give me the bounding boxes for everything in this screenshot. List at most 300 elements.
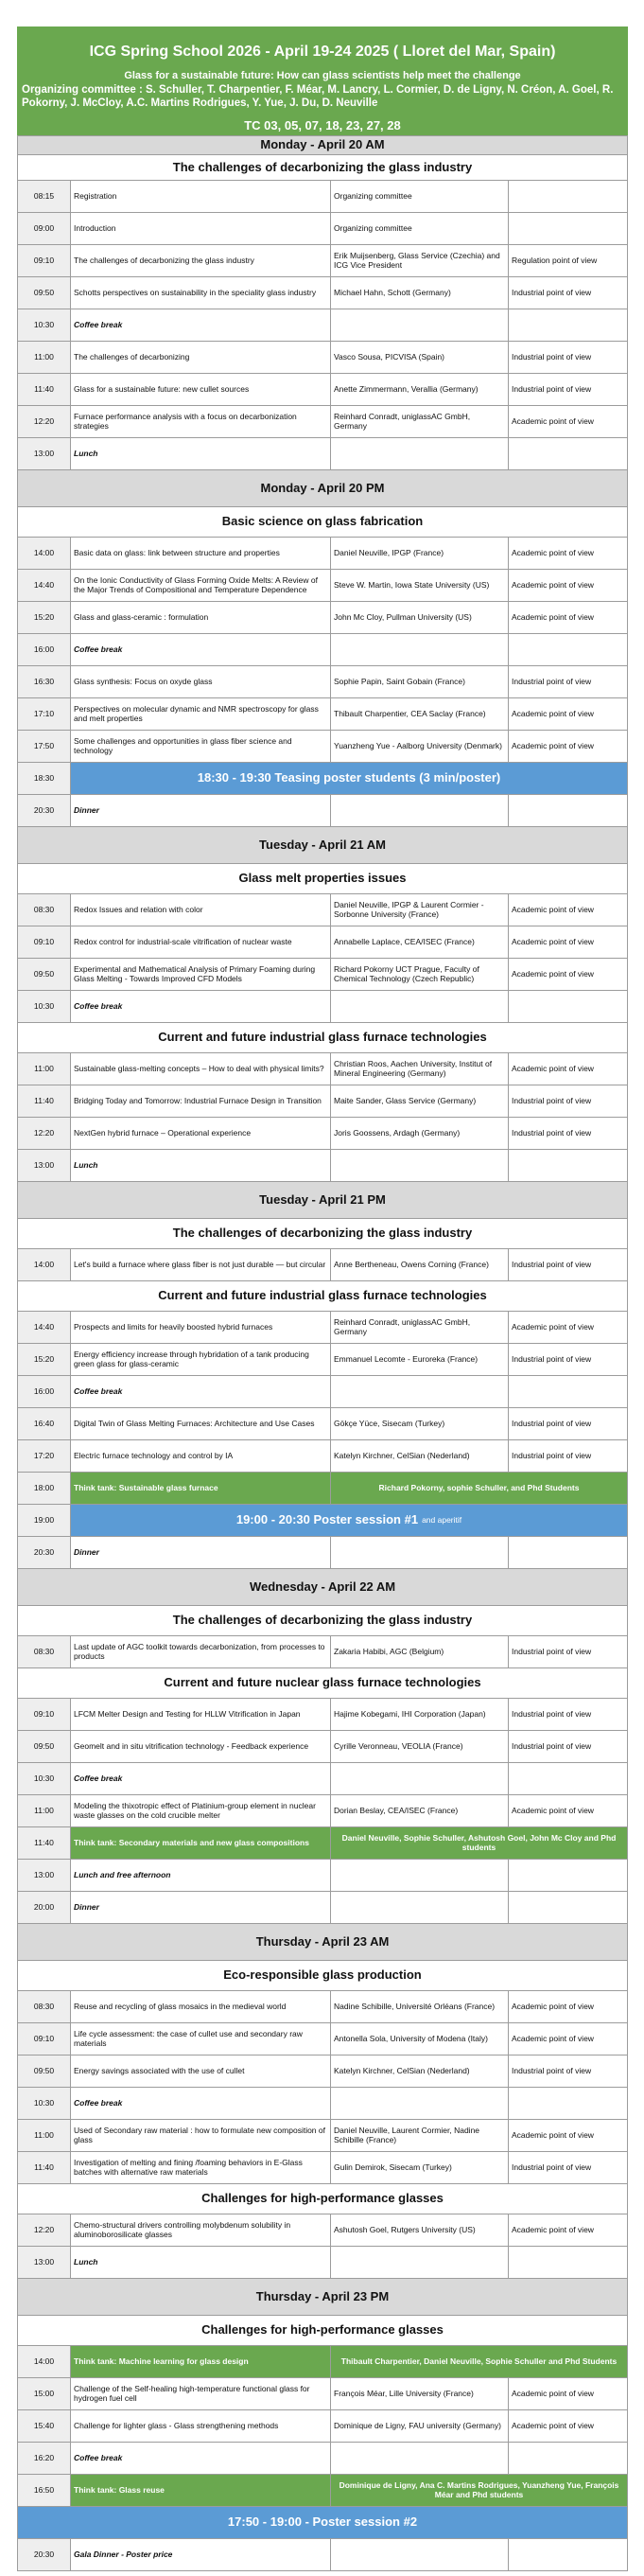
day-header-row <box>18 1182 628 1219</box>
point-of-view: Industrial point of view <box>509 2056 628 2088</box>
break-row <box>18 438 628 470</box>
time-cell: 13:00 <box>18 1860 71 1892</box>
speaker: Nadine Schibille, Université Orléans (France) <box>331 1991 509 2023</box>
session-title: Current and future industrial glass furnace technologies <box>18 1023 628 1053</box>
speaker: Michael Hahn, Schott (Germany) <box>331 277 509 309</box>
talk-row <box>18 894 628 926</box>
talk-title: Challenge for lighter glass - Glass strengthening methods <box>71 2410 331 2443</box>
break-row <box>18 1860 628 1892</box>
break-label: Coffee break <box>71 634 331 666</box>
time-cell: 13:00 <box>18 438 71 470</box>
time-cell: 11:40 <box>18 374 71 406</box>
point-of-view: Academic point of view <box>509 2120 628 2152</box>
empty-cell <box>331 1763 509 1795</box>
break-label: Lunch <box>71 2247 331 2279</box>
talk-row <box>18 666 628 698</box>
talk-title: Sustainable glass-melting concepts – How to deal with physical limits? <box>71 1053 331 1085</box>
time-cell: 19:00 <box>18 1505 71 1537</box>
session-title-row <box>18 155 628 181</box>
session-title-row <box>18 1606 628 1636</box>
day-header-row <box>18 470 628 507</box>
talk-title: Perspectives on molecular dynamic and NMR spectroscopy for glass and melt properties <box>71 698 331 731</box>
talk-title: Glass synthesis: Focus on oxyde glass <box>71 666 331 698</box>
talk-title: Glass and glass-ceramic : formulation <box>71 602 331 634</box>
session-title: The challenges of decarbonizing the glass industry <box>18 1606 628 1636</box>
think-tank-title: Think tank: Sustainable glass furnace <box>71 1473 331 1505</box>
speaker: Gulin Demirok, Sisecam (Turkey) <box>331 2152 509 2184</box>
time-cell: 09:10 <box>18 245 71 277</box>
empty-cell <box>509 438 628 470</box>
time-cell: 09:50 <box>18 959 71 991</box>
session-title: Current and future nuclear glass furnace technologies <box>18 1668 628 1699</box>
talk-title: Experimental and Mathematical Analysis of Primary Foaming during Glass Melting - Towards Improved CFD Models <box>71 959 331 991</box>
event-title: ICG Spring School 2026 - April 19-24 2025 ( Lloret del Mar, Spain) <box>89 44 556 60</box>
session-title-row <box>18 1281 628 1312</box>
talk-title: Glass for a sustainable future: new cullet sources <box>71 374 331 406</box>
time-cell: 16:40 <box>18 1408 71 1440</box>
break-row <box>18 2443 628 2475</box>
empty-cell <box>331 634 509 666</box>
talk-row <box>18 406 628 438</box>
speaker: Richard Pokorny UCT Prague, Faculty of Chemical Technology (Czech Republic) <box>331 959 509 991</box>
speaker: Christian Roos, Aachen University, Institut of Mineral Engineering (Germany) <box>331 1053 509 1085</box>
speaker: Anne Bertheneau, Owens Corning (France) <box>331 1249 509 1281</box>
empty-cell <box>331 2088 509 2120</box>
empty-cell <box>331 991 509 1023</box>
break-row <box>18 1763 628 1795</box>
break-label: Gala Dinner - Poster price <box>71 2539 331 2571</box>
talk-title: Electric furnace technology and control by IA <box>71 1440 331 1473</box>
talk-row <box>18 1408 628 1440</box>
think-tank-row <box>18 1827 628 1860</box>
point-of-view: Industrial point of view <box>509 666 628 698</box>
talk-title: Schotts perspectives on sustainability in the speciality glass industry <box>71 277 331 309</box>
break-row <box>18 2088 628 2120</box>
empty-cell <box>509 634 628 666</box>
talk-row <box>18 959 628 991</box>
time-cell: 12:20 <box>18 2214 71 2247</box>
talk-row <box>18 374 628 406</box>
day-header-row <box>18 827 628 864</box>
speaker: Gökçe Yüce, Sisecam (Turkey) <box>331 1408 509 1440</box>
point-of-view: Industrial point of view <box>509 1249 628 1281</box>
time-cell: 11:00 <box>18 1053 71 1085</box>
talk-title: Geomelt and in situ vitrification technology - Feedback experience <box>71 1731 331 1763</box>
talk-row <box>18 277 628 309</box>
talk-title: Furnace performance analysis with a focus on decarbonization strategies <box>71 406 331 438</box>
time-cell: 09:50 <box>18 277 71 309</box>
point-of-view: Industrial point of view <box>509 1636 628 1668</box>
break-row <box>18 1150 628 1182</box>
empty-cell <box>509 1150 628 1182</box>
day-header: Monday - April 20 AM <box>18 136 628 155</box>
break-row <box>18 634 628 666</box>
talk-row <box>18 1636 628 1668</box>
time-cell: 08:30 <box>18 1991 71 2023</box>
time-cell: 11:00 <box>18 2120 71 2152</box>
empty-cell <box>509 1537 628 1569</box>
session-title: The challenges of decarbonizing the glass industry <box>18 155 628 181</box>
empty-cell <box>509 2088 628 2120</box>
point-of-view: Industrial point of view <box>509 1085 628 1118</box>
break-row <box>18 2539 628 2571</box>
speaker: Daniel Neuville, IPGP (France) <box>331 538 509 570</box>
empty-cell <box>509 1892 628 1924</box>
time-cell: 13:00 <box>18 2247 71 2279</box>
time-cell: 08:30 <box>18 1636 71 1668</box>
point-of-view: Academic point of view <box>509 698 628 731</box>
speaker: Cyrille Veronneau, VEOLIA (France) <box>331 1731 509 1763</box>
speaker: Organizing committee <box>331 181 509 213</box>
talk-row <box>18 245 628 277</box>
talk-row <box>18 342 628 374</box>
time-cell: 16:00 <box>18 634 71 666</box>
speaker: Reinhard Conradt, uniglassAC GmbH, Germany <box>331 1312 509 1344</box>
day-header: Wednesday - April 22 AM <box>18 1569 628 1606</box>
speaker: Vasco Sousa, PICVISA (Spain) <box>331 342 509 374</box>
session-title: Eco-responsible glass production <box>18 1961 628 1991</box>
session-title-row <box>18 2316 628 2346</box>
empty-cell <box>509 1763 628 1795</box>
time-cell: 08:30 <box>18 894 71 926</box>
speaker: Reinhard Conradt, uniglassAC GmbH, Germany <box>331 406 509 438</box>
break-row <box>18 2247 628 2279</box>
time-cell: 13:00 <box>18 1150 71 1182</box>
time-cell: 14:40 <box>18 1312 71 1344</box>
point-of-view: Industrial point of view <box>509 1440 628 1473</box>
day-header-row <box>18 1924 628 1961</box>
poster-session-bar <box>18 2507 628 2539</box>
talk-row <box>18 2056 628 2088</box>
break-row <box>18 1376 628 1408</box>
break-row <box>18 991 628 1023</box>
think-tank-title: Think tank: Glass reuse <box>71 2475 331 2507</box>
speaker: Dorian Beslay, CEA/ISEC (France) <box>331 1795 509 1827</box>
empty-cell <box>509 2443 628 2475</box>
time-cell: 16:20 <box>18 2443 71 2475</box>
speaker: Maite Sander, Glass Service (Germany) <box>331 1085 509 1118</box>
time-cell: 17:10 <box>18 698 71 731</box>
talk-row <box>18 1991 628 2023</box>
talk-row <box>18 1118 628 1150</box>
time-cell: 09:10 <box>18 926 71 959</box>
poster-session-row <box>18 2507 628 2539</box>
empty-cell <box>331 309 509 342</box>
day-header: Tuesday - April 21 PM <box>18 1182 628 1219</box>
speaker: John Mc Cloy, Pullman University (US) <box>331 602 509 634</box>
poster-session-label: 19:00 - 20:30 Poster session #1 <box>235 1512 419 1527</box>
empty-cell <box>509 1860 628 1892</box>
session-title-row <box>18 1668 628 1699</box>
day-header-row <box>18 136 628 155</box>
time-cell: 15:40 <box>18 2410 71 2443</box>
think-tank-row <box>18 2475 628 2507</box>
time-cell: 11:00 <box>18 342 71 374</box>
empty-cell <box>509 1376 628 1408</box>
break-row <box>18 1537 628 1569</box>
empty-cell <box>331 1860 509 1892</box>
speaker: Ashutosh Goel, Rutgers University (US) <box>331 2214 509 2247</box>
talk-row <box>18 570 628 602</box>
break-row <box>18 795 628 827</box>
point-of-view: Academic point of view <box>509 602 628 634</box>
speaker: Yuanzheng Yue - Aalborg University (Denmark) <box>331 731 509 763</box>
time-cell: 10:30 <box>18 991 71 1023</box>
schedule-table <box>17 135 628 2571</box>
empty-cell <box>331 1892 509 1924</box>
time-cell: 20:30 <box>18 1537 71 1569</box>
session-title-row <box>18 507 628 538</box>
time-cell: 12:20 <box>18 406 71 438</box>
talk-title: Modeling the thixotropic effect of Platinium-group element in nuclear waste glasses on the cold crucible melter <box>71 1795 331 1827</box>
point-of-view: Academic point of view <box>509 1991 628 2023</box>
talk-row <box>18 698 628 731</box>
point-of-view: Academic point of view <box>509 2378 628 2410</box>
speaker: Hajime Kobegami, IHI Corporation (Japan) <box>331 1699 509 1731</box>
session-title-row <box>18 1219 628 1249</box>
point-of-view: Academic point of view <box>509 894 628 926</box>
talk-row <box>18 602 628 634</box>
speaker: François Méar, Lille University (France) <box>331 2378 509 2410</box>
think-tank-participants: Richard Pokorny, sophie Schuller, and Phd Students <box>331 1473 628 1505</box>
session-title: The challenges of decarbonizing the glass industry <box>18 1219 628 1249</box>
speaker: Thibault Charpentier, CEA Saclay (France) <box>331 698 509 731</box>
time-cell: 17:50 <box>18 731 71 763</box>
talk-title: Last update of AGC toolkit towards decarbonization, from processes to products <box>71 1636 331 1668</box>
talk-row <box>18 1731 628 1763</box>
talk-row <box>18 1312 628 1344</box>
speaker: Zakaria Habibi, AGC (Belgium) <box>331 1636 509 1668</box>
break-row <box>18 1892 628 1924</box>
talk-row <box>18 2023 628 2056</box>
point-of-view: Academic point of view <box>509 1312 628 1344</box>
think-tank-participants: Thibault Charpentier, Daniel Neuville, Sophie Schuller and Phd Students <box>331 2346 628 2378</box>
speaker: Dominique de Ligny, FAU university (Germany) <box>331 2410 509 2443</box>
time-cell: 18:00 <box>18 1473 71 1505</box>
time-cell: 10:30 <box>18 1763 71 1795</box>
break-label: Lunch and free afternoon <box>71 1860 331 1892</box>
point-of-view: Industrial point of view <box>509 1731 628 1763</box>
event-banner <box>17 26 628 135</box>
speaker: Daniel Neuville, IPGP & Laurent Cormier - Sorbonne University (France) <box>331 894 509 926</box>
point-of-view: Industrial point of view <box>509 374 628 406</box>
empty-cell <box>331 2443 509 2475</box>
talk-row <box>18 926 628 959</box>
talk-row <box>18 538 628 570</box>
time-cell: 15:20 <box>18 602 71 634</box>
speaker: Joris Goossens, Ardagh (Germany) <box>331 1118 509 1150</box>
program-page <box>17 26 628 2571</box>
day-header: Thursday - April 23 AM <box>18 1924 628 1961</box>
talk-title: Redox control for industrial-scale vitrification of nuclear waste <box>71 926 331 959</box>
talk-row <box>18 1440 628 1473</box>
empty-cell <box>331 1537 509 1569</box>
poster-session-row <box>18 763 628 795</box>
empty-cell <box>331 2539 509 2571</box>
session-title: Basic science on glass fabrication <box>18 507 628 538</box>
time-cell: 10:30 <box>18 2088 71 2120</box>
talk-title: Digital Twin of Glass Melting Furnaces: Architecture and Use Cases <box>71 1408 331 1440</box>
speaker: Annabelle Laplace, CEA/ISEC (France) <box>331 926 509 959</box>
break-label: Dinner <box>71 1892 331 1924</box>
time-cell: 11:40 <box>18 2152 71 2184</box>
point-of-view: Industrial point of view <box>509 1344 628 1376</box>
talk-title: Used of Secondary raw material : how to formulate new composition of glass <box>71 2120 331 2152</box>
speaker: Erik Muijsenberg, Glass Service (Czechia) and ICG Vice President <box>331 245 509 277</box>
talk-title: Let's build a furnace where glass fiber is not just durable — but circular <box>71 1249 331 1281</box>
talk-row <box>18 1249 628 1281</box>
talk-row <box>18 2378 628 2410</box>
point-of-view: Academic point of view <box>509 2410 628 2443</box>
talk-title: The challenges of decarbonizing the glass industry <box>71 245 331 277</box>
think-tank-title: Think tank: Machine learning for glass design <box>71 2346 331 2378</box>
time-cell: 20:30 <box>18 2539 71 2571</box>
point-of-view <box>509 181 628 213</box>
point-of-view <box>509 213 628 245</box>
session-title-row <box>18 1023 628 1053</box>
point-of-view: Industrial point of view <box>509 342 628 374</box>
session-title-row <box>18 2184 628 2214</box>
break-label: Dinner <box>71 1537 331 1569</box>
break-label: Coffee break <box>71 1376 331 1408</box>
break-label: Dinner <box>71 795 331 827</box>
time-cell: 15:20 <box>18 1344 71 1376</box>
speaker: Steve W. Martin, Iowa State University (US) <box>331 570 509 602</box>
talk-title: Bridging Today and Tomorrow: Industrial Furnace Design in Transition <box>71 1085 331 1118</box>
time-cell: 14:00 <box>18 1249 71 1281</box>
point-of-view: Academic point of view <box>509 2214 628 2247</box>
think-tank-title: Think tank: Secondary materials and new glass compositions <box>71 1827 331 1860</box>
time-cell: 09:50 <box>18 2056 71 2088</box>
talk-title: Redox Issues and relation with color <box>71 894 331 926</box>
time-cell: 20:30 <box>18 795 71 827</box>
empty-cell <box>509 2539 628 2571</box>
break-label: Coffee break <box>71 2443 331 2475</box>
talk-title: Challenge of the Self-healing high-temperature functional glass for hydrogen fuel cell <box>71 2378 331 2410</box>
time-cell: 16:30 <box>18 666 71 698</box>
poster-session-label: 18:30 - 19:30 Teasing poster students (3 min/poster) <box>197 770 501 785</box>
point-of-view: Industrial point of view <box>509 2152 628 2184</box>
talk-row <box>18 1085 628 1118</box>
think-tank-row <box>18 2346 628 2378</box>
talk-title: Chemo-structural drivers controlling molybdenum solubility in aluminoborosilicate glasses <box>71 2214 331 2247</box>
time-cell: 11:40 <box>18 1085 71 1118</box>
point-of-view: Academic point of view <box>509 538 628 570</box>
talk-title: Registration <box>71 181 331 213</box>
session-title: Challenges for high-performance glasses <box>18 2316 628 2346</box>
point-of-view: Academic point of view <box>509 1795 628 1827</box>
empty-cell <box>331 1150 509 1182</box>
poster-session-note: and aperitif <box>422 1514 462 1525</box>
empty-cell <box>331 438 509 470</box>
empty-cell <box>331 1376 509 1408</box>
time-cell: 09:00 <box>18 213 71 245</box>
time-cell: 16:00 <box>18 1376 71 1408</box>
time-cell: 20:00 <box>18 1892 71 1924</box>
empty-cell <box>331 2247 509 2279</box>
talk-row <box>18 2214 628 2247</box>
talk-title: NextGen hybrid furnace – Operational experience <box>71 1118 331 1150</box>
poster-session-bar <box>71 1505 628 1537</box>
break-label: Coffee break <box>71 991 331 1023</box>
talk-row <box>18 2152 628 2184</box>
talk-title: Energy savings associated with the use of cullet <box>71 2056 331 2088</box>
session-title: Current and future industrial glass furnace technologies <box>18 1281 628 1312</box>
speaker: Sophie Papin, Saint Gobain (France) <box>331 666 509 698</box>
empty-cell <box>509 991 628 1023</box>
point-of-view: Industrial point of view <box>509 1699 628 1731</box>
time-cell: 12:20 <box>18 1118 71 1150</box>
think-tank-row <box>18 1473 628 1505</box>
break-label: Coffee break <box>71 2088 331 2120</box>
time-cell: 11:40 <box>18 1827 71 1860</box>
time-cell: 14:00 <box>18 2346 71 2378</box>
time-cell: 10:30 <box>18 309 71 342</box>
point-of-view: Industrial point of view <box>509 1408 628 1440</box>
speaker: Katelyn Kirchner, CelSian (Nederland) <box>331 2056 509 2088</box>
organizing-committee: Organizing committee : S. Schuller, T. Charpentier, F. Méar, M. Lancry, L. Cormier, D. de Ligny, N. Créon, A. Goel, R. Pokorny, J. McCloy, A.C. Martins Rodrigues, Y. Yue, J. Du, D. Neuville <box>22 84 614 109</box>
time-cell: 09:50 <box>18 1731 71 1763</box>
talk-row <box>18 213 628 245</box>
point-of-view: Academic point of view <box>509 926 628 959</box>
day-header-row <box>18 1569 628 1606</box>
talk-title: On the Ionic Conductivity of Glass Forming Oxide Melts: A Review of the Major Trends of Compositional and Temperature Dependence <box>71 570 331 602</box>
empty-cell <box>509 795 628 827</box>
talk-title: Introduction <box>71 213 331 245</box>
time-cell: 15:00 <box>18 2378 71 2410</box>
poster-session-row <box>18 1505 628 1537</box>
talk-title: The challenges of decarbonizing <box>71 342 331 374</box>
think-tank-participants: Dominique de Ligny, Ana C. Martins Rodrigues, Yuanzheng Yue, François Méar and Phd students <box>331 2475 628 2507</box>
speaker: Organizing committee <box>331 213 509 245</box>
speaker: Katelyn Kirchner, CelSian (Nederland) <box>331 1440 509 1473</box>
talk-title: LFCM Melter Design and Testing for HLLW Vitrification in Japan <box>71 1699 331 1731</box>
session-title: Glass melt properties issues <box>18 864 628 894</box>
talk-row <box>18 181 628 213</box>
time-cell: 14:40 <box>18 570 71 602</box>
time-cell: 08:15 <box>18 181 71 213</box>
point-of-view: Regulation point of view <box>509 245 628 277</box>
point-of-view: Academic point of view <box>509 731 628 763</box>
break-label: Coffee break <box>71 309 331 342</box>
talk-title: Some challenges and opportunities in glass fiber science and technology <box>71 731 331 763</box>
speaker: Anette Zimmermann, Verallia (Germany) <box>331 374 509 406</box>
point-of-view: Academic point of view <box>509 406 628 438</box>
speaker: Daniel Neuville, Laurent Cormier, Nadine Schibille (France) <box>331 2120 509 2152</box>
talk-title: Energy efficiency increase through hybridation of a tank producing green glass for glass-ceramic <box>71 1344 331 1376</box>
speaker: Emmanuel Lecomte - Euroreka (France) <box>331 1344 509 1376</box>
talk-title: Reuse and recycling of glass mosaics in the medieval world <box>71 1991 331 2023</box>
talk-row <box>18 1699 628 1731</box>
talk-row <box>18 2410 628 2443</box>
talk-title: Life cycle assessment: the case of cullet use and secondary raw materials <box>71 2023 331 2056</box>
break-label: Coffee break <box>71 1763 331 1795</box>
session-title-row <box>18 864 628 894</box>
speaker: Antonella Sola, University of Modena (Italy) <box>331 2023 509 2056</box>
talk-row <box>18 1344 628 1376</box>
empty-cell <box>331 795 509 827</box>
point-of-view: Industrial point of view <box>509 1118 628 1150</box>
poster-session-bar <box>71 763 628 795</box>
talk-row <box>18 731 628 763</box>
time-cell: 14:00 <box>18 538 71 570</box>
break-row <box>18 309 628 342</box>
session-title: Challenges for high-performance glasses <box>18 2184 628 2214</box>
day-header: Monday - April 20 PM <box>18 470 628 507</box>
talk-title: Prospects and limits for heavily boosted hybrid furnaces <box>71 1312 331 1344</box>
session-title-row <box>18 1961 628 1991</box>
point-of-view: Academic point of view <box>509 570 628 602</box>
